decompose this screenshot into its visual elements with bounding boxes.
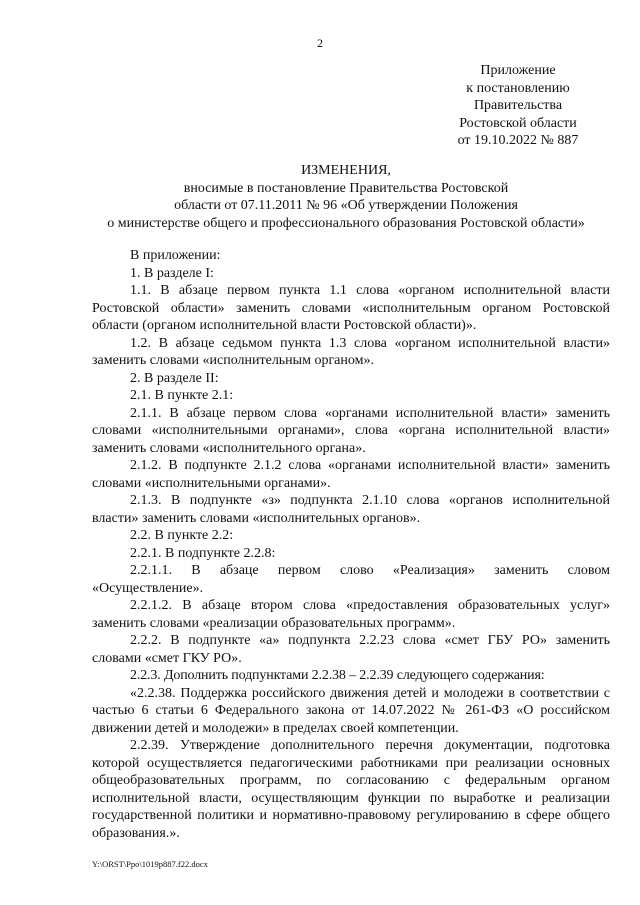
- paragraph: 2.1.2. В подпункте 2.1.2 слова «органами исполнительной власти» заменить словами «исполнительными органами».: [92, 458, 610, 491]
- appendix-line: от 19.10.2022 № 887: [457, 133, 579, 148]
- appendix-line: Ростовской области: [459, 115, 577, 131]
- paragraph: 2.2. В пункте 2.2:: [130, 528, 234, 543]
- paragraph: 2.2.1.1. В абзаце первом слово «Реализация» заменить словом «Осуществление».: [92, 563, 610, 596]
- document-body: [92, 247, 610, 842]
- paragraph: В приложении:: [130, 248, 221, 263]
- document-heading: [86, 162, 606, 232]
- paragraph: 2.1.1. В абзаце первом слова «органами исполнительной власти» заменить словами «исполнительными органами», слова «органа исполнительной власти» заменить словами «исполнительного органа».: [92, 405, 610, 456]
- paragraph: 2.2.1. В подпункте 2.2.8:: [130, 545, 276, 561]
- paragraph: «2.2.38. Поддержка российского движения детей и молодежи в соответствии с частью 6 статьи 6 Федерального закона от 14.07.2022 № 261-ФЗ «О российском движении детей и молодежи» в пределах своей компетенции.: [92, 685, 610, 736]
- paragraph: 2. В разделе II:: [130, 370, 219, 386]
- appendix-line: Правительства: [473, 98, 563, 113]
- paragraph: 2.2.2. В подпункте «а» подпункта 2.2.23 слова «смет ГБУ РО» заменить словами «смет ГКУ РО».: [92, 633, 610, 666]
- paragraph: 2.2.3. Дополнить подпунктами 2.2.38 – 2.2.39 следующего содержания:: [130, 668, 545, 683]
- paragraph: 2.2.1.2. В абзаце втором слова «предоставления образовательных услуг» заменить словами «реализации образовательных программ».: [92, 598, 610, 631]
- document-title: ИЗМЕНЕНИЯ,: [301, 163, 391, 178]
- document-subtitle-line: области от 07.11.2011 № 96 «Об утверждении Положения: [174, 198, 518, 213]
- paragraph: 2.2.39. Утверждение дополнительного перечня документации, подготовка которой осуществляется педагогическими работниками при реализации основных общеобразовательных программ, по согласованию с федеральным органом исполнительной власти, осуществляющим функции по выработке и реализации государственной политики и нормативно-правовому регулированию в сфере общего образования.».: [92, 738, 610, 841]
- document-subtitle-line: о министерстве общего и профессионального образования Ростовской области»: [107, 215, 585, 231]
- file-path-footer: Y:\ORST\Ppo\1019p887.f22.docx: [92, 859, 208, 869]
- paragraph: 1.1. В абзаце первом пункта 1.1 слова «органом исполнительной власти Ростовской области» заменить словами «исполнительным органом Ростовской области (органом исполнительной власти Ростовской области)».: [92, 283, 610, 333]
- paragraph: 1.2. В абзаце седьмом пункта 1.3 слова «органом исполнительной власти» заменить словами «исполнительным органом».: [92, 335, 610, 368]
- paragraph: 2.1.3. В подпункте «з» подпункта 2.1.10 слова «органов исполнительной власти» заменить словами «исполнительных органов».: [92, 493, 610, 526]
- appendix-line: к постановлению: [466, 80, 570, 96]
- appendix-block: [448, 62, 588, 150]
- paragraph: 1. В разделе I:: [130, 265, 214, 281]
- document-subtitle-line: вносимые в постановление Правительства Ростовской: [183, 180, 509, 196]
- appendix-line: Приложение: [480, 63, 556, 78]
- page-number: 2: [317, 36, 323, 50]
- paragraph: 2.1. В пункте 2.1:: [130, 388, 234, 403]
